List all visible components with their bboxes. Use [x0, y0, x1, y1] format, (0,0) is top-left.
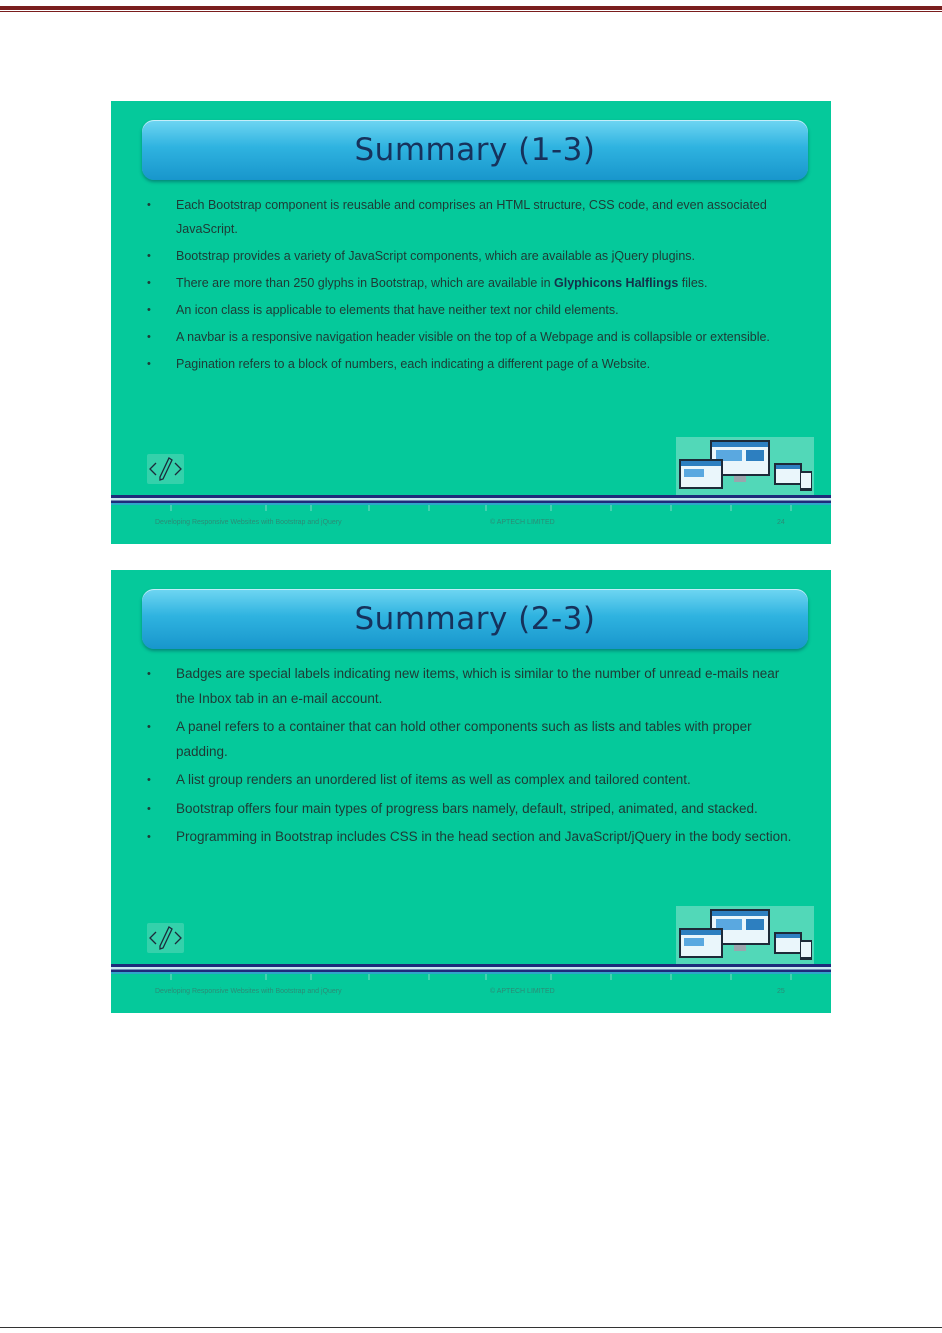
responsive-devices-image: [676, 906, 814, 964]
slide-footer-band: [111, 495, 831, 505]
bullet-item: • A panel refers to a container that can hold other components such as lists and tables with proper padding.: [145, 715, 801, 764]
slide-title: Summary (2-3): [354, 601, 596, 637]
slide-summary-1: [111, 101, 831, 544]
bullet-item: • A list group renders an unordered list of items as well as complex and tailored content.: [145, 768, 801, 793]
slide-title-bar: [142, 589, 808, 649]
bullet-item: • A navbar is a responsive navigation header visible on the top of a Webpage and is collapsible or extensible.: [145, 325, 801, 349]
bullet-item: • There are more than 250 glyphs in Bootstrap, which are available in Glyphicons Halflings files.: [145, 271, 801, 295]
page-header-rule: [0, 6, 942, 10]
slide-title-bar: [142, 120, 808, 180]
bullet-list: [145, 193, 801, 379]
slide-title: Summary (1-3): [354, 132, 596, 168]
footer-course-title: Developing Responsive Websites with Bootstrap and jQuery: [155, 988, 342, 995]
responsive-devices-image: [676, 437, 814, 495]
footer-course-title: Developing Responsive Websites with Bootstrap and jQuery: [155, 519, 342, 526]
code-pen-icon: [147, 923, 184, 953]
footer-band-ticks: [111, 505, 831, 513]
slide-footer-band: [111, 964, 831, 974]
bullet-item: • Bootstrap offers four main types of progress bars namely, default, striped, animated, and stacked.: [145, 797, 801, 822]
bullet-item: • Badges are special labels indicating new items, which is similar to the number of unread e-mails near the Inbox tab in an e-mail account.: [145, 662, 801, 711]
footer-copyright: © APTECH LIMITED: [490, 519, 555, 526]
bullet-item: • Programming in Bootstrap includes CSS in the head section and JavaScript/jQuery in the body section.: [145, 825, 801, 850]
bullet-item: • Each Bootstrap component is reusable and comprises an HTML structure, CSS code, and even associated JavaScript.: [145, 193, 801, 241]
footer-page-number: 24: [777, 519, 785, 526]
footer-copyright: © APTECH LIMITED: [490, 988, 555, 995]
bullet-item: • An icon class is applicable to elements that have neither text nor child elements.: [145, 298, 801, 322]
page-footer-rule: [0, 1327, 942, 1328]
footer-page-number: 25: [777, 988, 785, 995]
page-header-rule-thin: [0, 11, 942, 12]
bullet-item: • Bootstrap provides a variety of JavaScript components, which are available as jQuery plugins.: [145, 244, 801, 268]
bullet-list: [145, 662, 801, 854]
bullet-item: • Pagination refers to a block of numbers, each indicating a different page of a Website.: [145, 352, 801, 376]
slide-summary-2: [111, 570, 831, 1013]
bold-term: Glyphicons Halflings: [554, 276, 679, 290]
code-pen-icon: [147, 454, 184, 484]
footer-band-ticks: [111, 974, 831, 982]
